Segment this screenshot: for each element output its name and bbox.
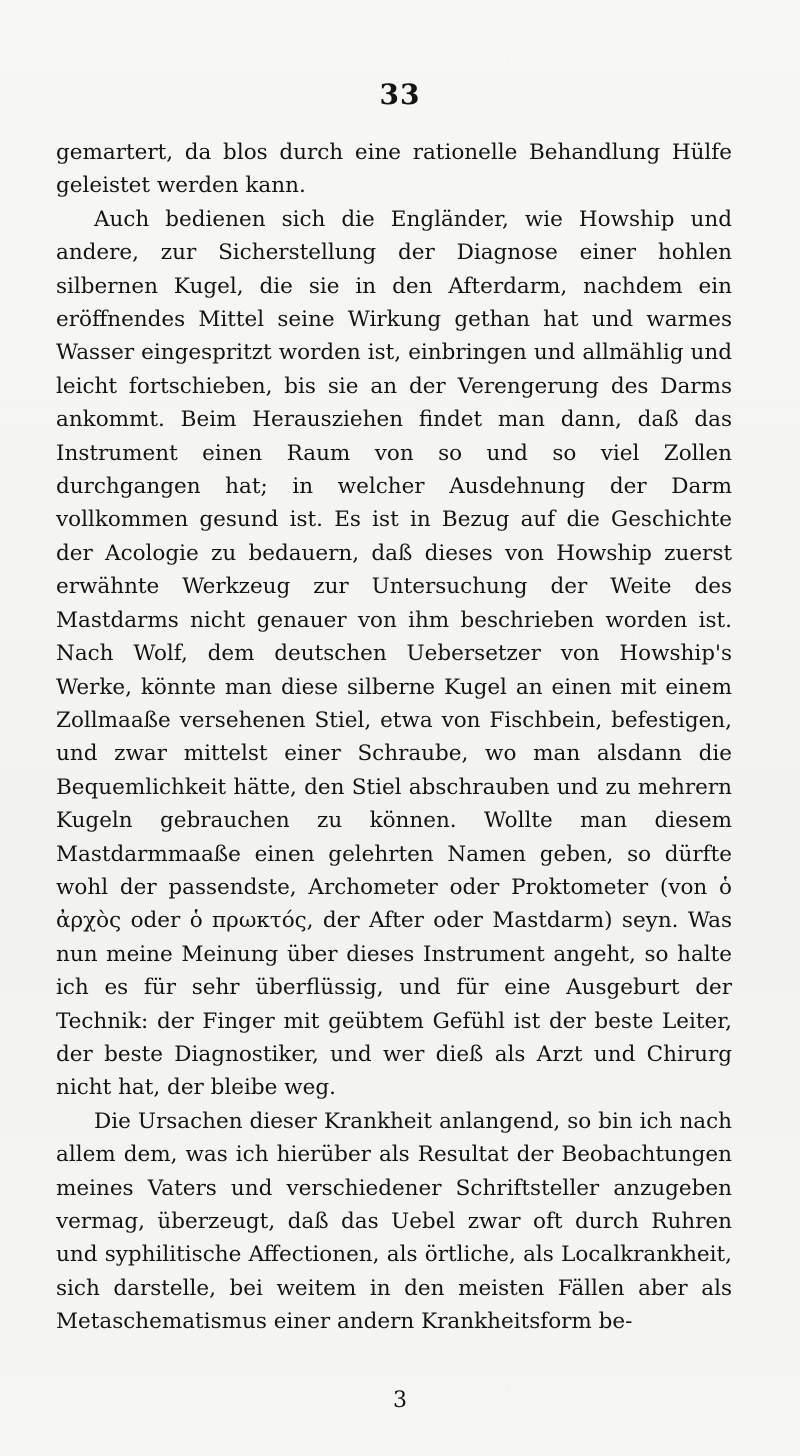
page-number: 33 xyxy=(379,78,421,111)
paragraph-2: Auch bedienen sich die Engländer, wie Howship und andere, zur Sicherstellung der Diagnose einer hohlen silbernen Kugel, die sie in den Afterdarm, nachdem ein eröffnendes Mittel seine Wirkung gethan hat und warmes Wasser eingespritzt worden ist, einbringen und allmählig und leicht fortschieben, bis sie an der Verengerung des Darms ankommt. Beim Herausziehen findet man dann, daß das Instrument einen Raum von so und so viel Zollen durchgangen hat; in welcher Ausdehnung der Darm vollkommen gesund ist. Es ist in Bezug auf die Geschichte der Acologie zu bedauern, daß dieses von Howship zuerst erwähnte Werkzeug zur Untersuchung der Weite des Mastdarms nicht genauer von ihm beschrieben worden ist. Nach Wolf, dem deutschen Uebersetzer von Howship's Werke, könnte man diese silberne Kugel an einen mit einem Zollmaaße versehenen Stiel, etwa von Fischbein, befestigen, und zwar mittelst einer Schraube, wo man alsdann die Bequemlichkeit hätte, den Stiel abschrauben und zu mehrern Kugeln gebrauchen zu können. Wollte man diesem Mastdarmmaaße einen gelehrten Namen geben, so dürfte wohl der passendste, Archometer oder Proktometer (von ὁ ἀρχὸς oder ὁ πρωκτός, der After oder Mastdarm) seyn. Was nun meine Meinung über dieses Instrument angeht, so halte ich es für sehr überflüssig, und für eine Ausgeburt der Technik: der Finger mit geübtem Gefühl ist der beste Leiter, der beste Diagnostiker, und wer dieß als Arzt und Chirurg nicht hat, der bleibe weg. xyxy=(56,206,732,1101)
paragraph-1: gemartert, da blos durch eine rationelle Behandlung Hülfe geleistet werden kann. xyxy=(56,140,732,199)
body-text xyxy=(56,136,732,1339)
paragraph-3: Die Ursachen dieser Krankheit anlangend, so bin ich nach allem dem, was ich hierüber als Resultat der Beobachtungen meines Vaters und verschiedener Schriftsteller anzugeben vermag, überzeugt, daß das Uebel zwar oft durch Ruhren und syphilitische Affectionen, als örtliche, als Localkrankheit, sich darstelle, bei weitem in den meisten Fällen aber als Metaschematismus einer andern Krankheitsform be- xyxy=(56,1108,732,1335)
printer-signature: 3 xyxy=(393,1388,407,1413)
